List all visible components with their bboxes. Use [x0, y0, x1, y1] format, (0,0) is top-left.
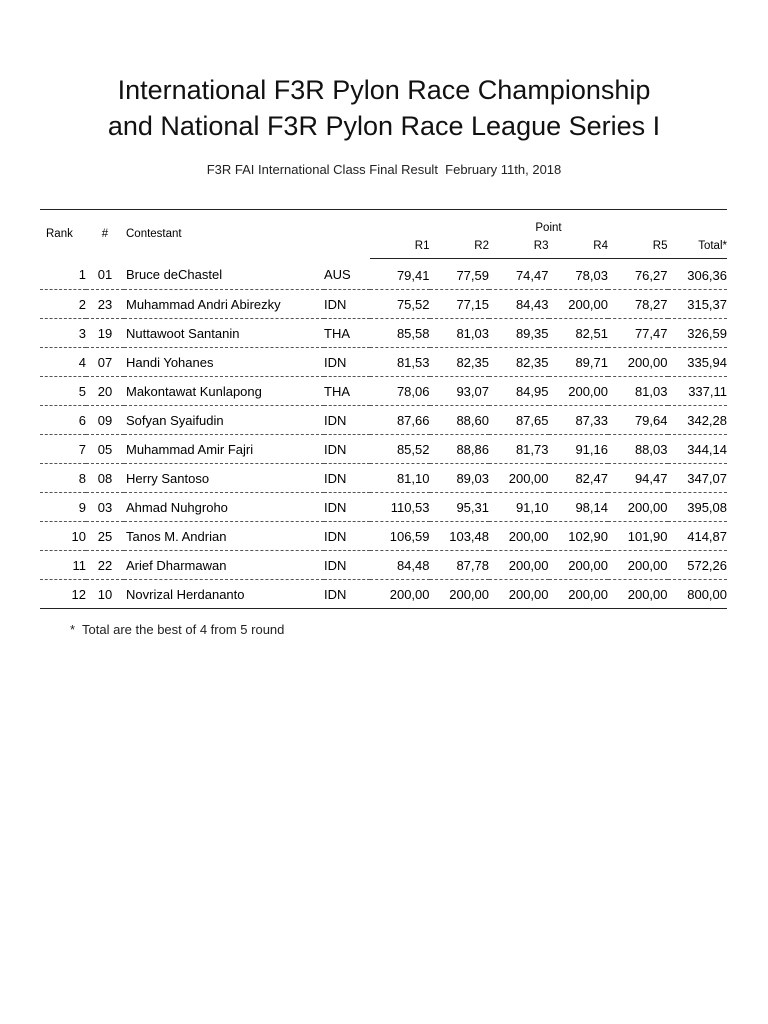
cell-r1: 85,52 — [370, 435, 430, 464]
cell-contestant: Herry Santoso — [124, 464, 324, 493]
cell-r2: 77,15 — [430, 290, 490, 319]
cell-r4: 91,16 — [549, 435, 609, 464]
cell-number: 20 — [86, 377, 124, 406]
cell-contestant: Bruce deChastel — [124, 259, 324, 290]
cell-r2: 87,78 — [430, 551, 490, 580]
cell-r1: 79,41 — [370, 259, 430, 290]
table-row — [40, 522, 727, 551]
title-line-2: and National F3R Pylon Race League Series I — [107, 111, 661, 141]
cell-total: 347,07 — [668, 464, 728, 493]
page-title — [0, 72, 768, 144]
cell-total: 800,00 — [668, 580, 728, 609]
cell-rank: 1 — [40, 259, 86, 290]
header-r1: R1 — [370, 234, 430, 259]
cell-rank: 7 — [40, 435, 86, 464]
cell-contestant: Novrizal Herdananto — [124, 580, 324, 609]
cell-rank: 3 — [40, 319, 86, 348]
cell-r3: 200,00 — [489, 580, 549, 609]
cell-country: IDN — [324, 290, 370, 319]
cell-total: 306,36 — [668, 259, 728, 290]
cell-country: AUS — [324, 259, 370, 290]
cell-country: IDN — [324, 464, 370, 493]
cell-r1: 78,06 — [370, 377, 430, 406]
cell-r2: 95,31 — [430, 493, 490, 522]
table-row — [40, 348, 727, 377]
cell-rank: 8 — [40, 464, 86, 493]
cell-total: 572,26 — [668, 551, 728, 580]
header-contestant: Contestant — [124, 210, 324, 259]
cell-r4: 200,00 — [549, 580, 609, 609]
cell-rank: 5 — [40, 377, 86, 406]
cell-r5: 76,27 — [608, 259, 668, 290]
header-r4: R4 — [549, 234, 609, 259]
table-row — [40, 493, 727, 522]
cell-r4: 82,51 — [549, 319, 609, 348]
cell-r1: 84,48 — [370, 551, 430, 580]
cell-total: 326,59 — [668, 319, 728, 348]
cell-r5: 88,03 — [608, 435, 668, 464]
cell-contestant: Tanos M. Andrian — [124, 522, 324, 551]
cell-r5: 78,27 — [608, 290, 668, 319]
cell-r4: 200,00 — [549, 290, 609, 319]
cell-country: IDN — [324, 435, 370, 464]
header-point: Point — [370, 210, 727, 235]
cell-r2: 81,03 — [430, 319, 490, 348]
cell-r1: 87,66 — [370, 406, 430, 435]
cell-rank: 6 — [40, 406, 86, 435]
cell-number: 05 — [86, 435, 124, 464]
cell-r3: 84,95 — [489, 377, 549, 406]
cell-r3: 82,35 — [489, 348, 549, 377]
cell-country: IDN — [324, 406, 370, 435]
cell-r2: 82,35 — [430, 348, 490, 377]
header-country — [324, 210, 370, 259]
header-r3: R3 — [489, 234, 549, 259]
cell-country: THA — [324, 377, 370, 406]
cell-r1: 110,53 — [370, 493, 430, 522]
cell-number: 01 — [86, 259, 124, 290]
cell-r1: 81,10 — [370, 464, 430, 493]
cell-r5: 200,00 — [608, 493, 668, 522]
cell-r5: 79,64 — [608, 406, 668, 435]
cell-r3: 91,10 — [489, 493, 549, 522]
cell-r5: 77,47 — [608, 319, 668, 348]
table-row — [40, 377, 727, 406]
cell-r1: 81,53 — [370, 348, 430, 377]
cell-r3: 200,00 — [489, 522, 549, 551]
cell-rank: 2 — [40, 290, 86, 319]
cell-number: 23 — [86, 290, 124, 319]
table-row — [40, 406, 727, 435]
cell-r3: 81,73 — [489, 435, 549, 464]
table-row — [40, 580, 727, 609]
footnote: * Total are the best of 4 from 5 round — [70, 622, 285, 637]
cell-r5: 200,00 — [608, 580, 668, 609]
cell-r5: 94,47 — [608, 464, 668, 493]
cell-r1: 85,58 — [370, 319, 430, 348]
table-row — [40, 319, 727, 348]
cell-number: 08 — [86, 464, 124, 493]
cell-contestant: Handi Yohanes — [124, 348, 324, 377]
cell-total: 337,11 — [668, 377, 728, 406]
header-total: Total* — [668, 234, 728, 259]
cell-r1: 200,00 — [370, 580, 430, 609]
cell-r4: 89,71 — [549, 348, 609, 377]
cell-total: 315,37 — [668, 290, 728, 319]
cell-total: 335,94 — [668, 348, 728, 377]
cell-number: 09 — [86, 406, 124, 435]
cell-r3: 87,65 — [489, 406, 549, 435]
cell-r3: 84,43 — [489, 290, 549, 319]
cell-contestant: Muhammad Andri Abirezky — [124, 290, 324, 319]
cell-r4: 82,47 — [549, 464, 609, 493]
cell-country: IDN — [324, 580, 370, 609]
cell-r4: 87,33 — [549, 406, 609, 435]
cell-r5: 81,03 — [608, 377, 668, 406]
cell-number: 10 — [86, 580, 124, 609]
cell-r5: 200,00 — [608, 551, 668, 580]
cell-r5: 101,90 — [608, 522, 668, 551]
cell-country: THA — [324, 319, 370, 348]
header-r2: R2 — [430, 234, 490, 259]
cell-r1: 106,59 — [370, 522, 430, 551]
cell-r4: 98,14 — [549, 493, 609, 522]
cell-r3: 74,47 — [489, 259, 549, 290]
cell-total: 395,08 — [668, 493, 728, 522]
table-row — [40, 259, 727, 290]
cell-contestant: Ahmad Nuhgroho — [124, 493, 324, 522]
cell-rank: 4 — [40, 348, 86, 377]
header-number: # — [86, 210, 124, 259]
cell-contestant: Nuttawoot Santanin — [124, 319, 324, 348]
cell-rank: 11 — [40, 551, 86, 580]
cell-contestant: Sofyan Syaifudin — [124, 406, 324, 435]
cell-r4: 78,03 — [549, 259, 609, 290]
cell-r2: 103,48 — [430, 522, 490, 551]
cell-total: 414,87 — [668, 522, 728, 551]
table-row — [40, 551, 727, 580]
title-line-1: International F3R Pylon Race Championship — [117, 75, 651, 105]
cell-contestant: Arief Dharmawan — [124, 551, 324, 580]
cell-r2: 93,07 — [430, 377, 490, 406]
cell-number: 03 — [86, 493, 124, 522]
cell-r4: 200,00 — [549, 377, 609, 406]
cell-rank: 10 — [40, 522, 86, 551]
cell-r2: 89,03 — [430, 464, 490, 493]
cell-r1: 75,52 — [370, 290, 430, 319]
cell-country: IDN — [324, 348, 370, 377]
header-rank: Rank — [40, 210, 86, 259]
cell-number: 22 — [86, 551, 124, 580]
cell-number: 25 — [86, 522, 124, 551]
results-body — [40, 259, 727, 609]
cell-r2: 77,59 — [430, 259, 490, 290]
cell-r3: 89,35 — [489, 319, 549, 348]
cell-country: IDN — [324, 522, 370, 551]
cell-contestant: Makontawat Kunlapong — [124, 377, 324, 406]
header-r5: R5 — [608, 234, 668, 259]
cell-country: IDN — [324, 493, 370, 522]
page-subtitle: F3R FAI International Class Final Result February 11th, 2018 — [206, 162, 562, 177]
table-row — [40, 435, 727, 464]
table-row — [40, 290, 727, 319]
cell-r2: 200,00 — [430, 580, 490, 609]
table-row — [40, 464, 727, 493]
cell-rank: 12 — [40, 580, 86, 609]
cell-r4: 102,90 — [549, 522, 609, 551]
cell-contestant: Muhammad Amir Fajri — [124, 435, 324, 464]
cell-r3: 200,00 — [489, 551, 549, 580]
cell-country: IDN — [324, 551, 370, 580]
cell-total: 342,28 — [668, 406, 728, 435]
cell-r2: 88,86 — [430, 435, 490, 464]
cell-r2: 88,60 — [430, 406, 490, 435]
cell-rank: 9 — [40, 493, 86, 522]
cell-total: 344,14 — [668, 435, 728, 464]
results-table — [40, 209, 727, 609]
cell-r4: 200,00 — [549, 551, 609, 580]
cell-number: 19 — [86, 319, 124, 348]
table-header-row — [40, 210, 727, 235]
cell-number: 07 — [86, 348, 124, 377]
cell-r3: 200,00 — [489, 464, 549, 493]
cell-r5: 200,00 — [608, 348, 668, 377]
